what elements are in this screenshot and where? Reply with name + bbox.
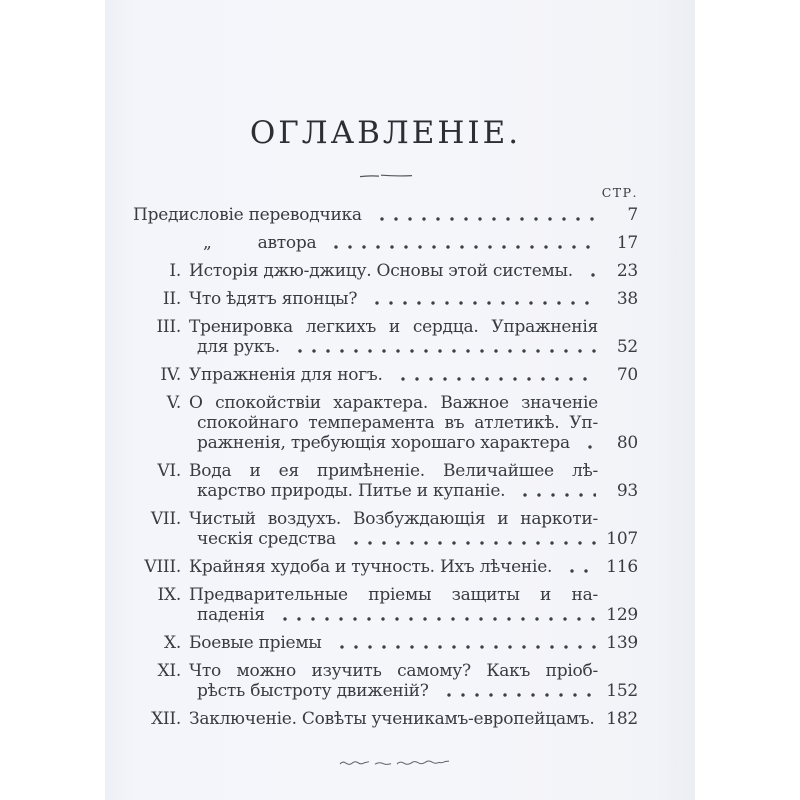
toc-entry-page-number: 23 bbox=[616, 261, 638, 281]
wavy-rule-icon bbox=[339, 758, 461, 768]
toc-entry bbox=[133, 261, 638, 281]
toc-content bbox=[105, 0, 695, 729]
toc-entry-numeral: VI. bbox=[157, 461, 181, 481]
toc-entry-line-text: Предисловіе переводчика bbox=[133, 205, 362, 225]
toc-entry-text bbox=[189, 557, 598, 577]
toc-entry-text bbox=[189, 289, 598, 309]
toc-entry bbox=[133, 205, 638, 225]
toc-entry-page-number: 17 bbox=[616, 233, 638, 253]
toc-entry-numeral: XII. bbox=[151, 709, 181, 729]
toc-entry-page-number: 129 bbox=[606, 605, 638, 625]
toc-entry bbox=[133, 317, 638, 357]
toc-entry-line bbox=[133, 233, 598, 253]
toc-entry-text bbox=[189, 709, 598, 729]
toc-entry-line bbox=[189, 261, 598, 281]
toc-entry-line-text: Упражненія для ногъ. bbox=[189, 365, 383, 385]
toc-entry-numeral: III. bbox=[156, 317, 181, 337]
dot-leader bbox=[346, 529, 596, 549]
toc-entry-text bbox=[189, 261, 598, 281]
toc-entry-line-text: рѣсть быстроту движеній? bbox=[197, 681, 429, 701]
scanned-book-page bbox=[105, 0, 695, 800]
dot-leader bbox=[393, 365, 596, 385]
toc-entry-text bbox=[189, 661, 598, 701]
toc-entry-text bbox=[189, 461, 598, 501]
toc-entry-line bbox=[189, 681, 598, 701]
toc-entry-line bbox=[189, 633, 598, 653]
page-column-header: СТР. bbox=[601, 185, 638, 200]
toc-entry-numeral: IV. bbox=[160, 365, 181, 385]
toc-entry-line bbox=[189, 529, 598, 549]
toc-entry-numeral: X. bbox=[163, 633, 181, 653]
footer-flourish bbox=[105, 758, 695, 768]
toc-entry-line bbox=[189, 481, 598, 501]
toc-entry-line bbox=[189, 557, 598, 577]
toc-entry-page-number: 52 bbox=[616, 337, 638, 357]
toc-entry-page-number: 70 bbox=[616, 365, 638, 385]
toc-entry-line bbox=[189, 365, 598, 385]
toc-entry-page-number: 107 bbox=[606, 529, 638, 549]
toc-entry-numeral: XI. bbox=[157, 661, 181, 681]
toc-entry-text bbox=[189, 365, 598, 385]
toc-entry-line: спокойнаго темперамента въ атлетикѣ. Уп- bbox=[197, 413, 598, 433]
toc-entry-text bbox=[133, 205, 598, 225]
dot-leader bbox=[290, 337, 596, 357]
toc-entry-line: Вода и ея примѣненіе. Величайшее лѣ- bbox=[189, 461, 598, 481]
toc-entry bbox=[133, 509, 638, 549]
toc-entry-line bbox=[189, 289, 598, 309]
toc-entry-line-text: Исторія джю-джицу. Основы этой системы. bbox=[189, 261, 573, 281]
toc-entry bbox=[133, 661, 638, 701]
toc-entry bbox=[133, 633, 638, 653]
toc-entry-line-text: Что ѣдятъ японцы? bbox=[189, 289, 358, 309]
toc-entry-line-text: карство природы. Питье и купаніе. bbox=[197, 481, 506, 501]
dot-leader bbox=[367, 289, 596, 309]
toc-entry-line bbox=[189, 709, 598, 729]
toc-entry bbox=[133, 557, 638, 577]
short-rule-icon bbox=[359, 172, 413, 180]
toc-entry-line: Чистый воздухъ. Возбуждающія и наркоти- bbox=[189, 509, 598, 529]
toc-entry-page-number: 116 bbox=[606, 557, 638, 577]
toc-entry-page-number: 139 bbox=[606, 633, 638, 653]
toc-entry-line-text: ческія средства bbox=[197, 529, 336, 549]
toc-entry-line: О спокойствіи характера. Важное значеніе bbox=[189, 393, 598, 413]
toc-entry-numeral: II. bbox=[162, 289, 181, 309]
ditto-mark: „ bbox=[203, 233, 212, 253]
dot-leader bbox=[372, 205, 596, 225]
toc-entry-text bbox=[189, 393, 598, 453]
toc-entry-line: Предварительные пріемы защиты и на- bbox=[189, 585, 598, 605]
toc-entry bbox=[133, 461, 638, 501]
toc-entries bbox=[133, 205, 638, 729]
toc-entry-numeral: IX. bbox=[157, 585, 181, 605]
dot-leader bbox=[332, 633, 596, 653]
toc-entry-numeral: VIII. bbox=[144, 557, 181, 577]
toc-entry-line-text: Боевые пріемы bbox=[189, 633, 322, 653]
title-divider-rule bbox=[133, 172, 638, 180]
toc-entry-page-number: 7 bbox=[627, 205, 638, 225]
dot-leader bbox=[515, 481, 596, 501]
toc-entry-line-text: Крайняя худоба и тучность. Ихъ лѣченіе. bbox=[189, 557, 553, 577]
toc-entry-text bbox=[189, 633, 598, 653]
toc-entry bbox=[133, 393, 638, 453]
toc-entry-line-text: паденія bbox=[197, 605, 265, 625]
toc-entry-line bbox=[189, 337, 598, 357]
toc-entry-page-number: 93 bbox=[616, 481, 638, 501]
dot-leader bbox=[580, 433, 596, 453]
toc-entry-text bbox=[189, 317, 598, 357]
toc-entry-line bbox=[189, 433, 598, 453]
toc-entry bbox=[133, 289, 638, 309]
toc-entry-text bbox=[133, 233, 598, 253]
toc-entry-line: Тренировка легкихъ и сердца. Упражненія bbox=[189, 317, 598, 337]
toc-entry-line: Что можно изучить самому? Какъ пріоб- bbox=[189, 661, 598, 681]
toc-entry-line bbox=[189, 605, 598, 625]
toc-entry-text bbox=[189, 509, 598, 549]
toc-entry-numeral: I. bbox=[169, 261, 181, 281]
toc-entry-page-number: 152 bbox=[606, 681, 638, 701]
dot-leader bbox=[275, 605, 596, 625]
toc-entry-page-number: 182 bbox=[606, 709, 638, 729]
dot-leader bbox=[583, 261, 596, 281]
toc-entry-line-text: для рукъ. bbox=[197, 337, 280, 357]
toc-entry-line-text: автора bbox=[257, 233, 317, 253]
dot-leader bbox=[326, 233, 596, 253]
toc-entry-numeral: V. bbox=[166, 393, 181, 413]
toc-entry bbox=[133, 709, 638, 729]
toc-entry-numeral: VII. bbox=[150, 509, 181, 529]
toc-entry-line-text: ражненія, требующія хорошаго характера bbox=[197, 433, 570, 453]
toc-entry-line-text: Заключеніе. Совѣты ученикамъ-европейцамъ. bbox=[189, 709, 595, 729]
toc-entry bbox=[133, 585, 638, 625]
toc-entry bbox=[133, 233, 638, 253]
page-title: ОГЛАВЛЕНІЕ. bbox=[249, 115, 522, 151]
toc-entry-text bbox=[189, 585, 598, 625]
toc-entry bbox=[133, 365, 638, 385]
dot-leader bbox=[562, 557, 596, 577]
toc-entry-page-number: 38 bbox=[616, 289, 638, 309]
toc-entry-line bbox=[133, 205, 598, 225]
dot-leader bbox=[439, 681, 596, 701]
toc-entry-page-number: 80 bbox=[616, 433, 638, 453]
